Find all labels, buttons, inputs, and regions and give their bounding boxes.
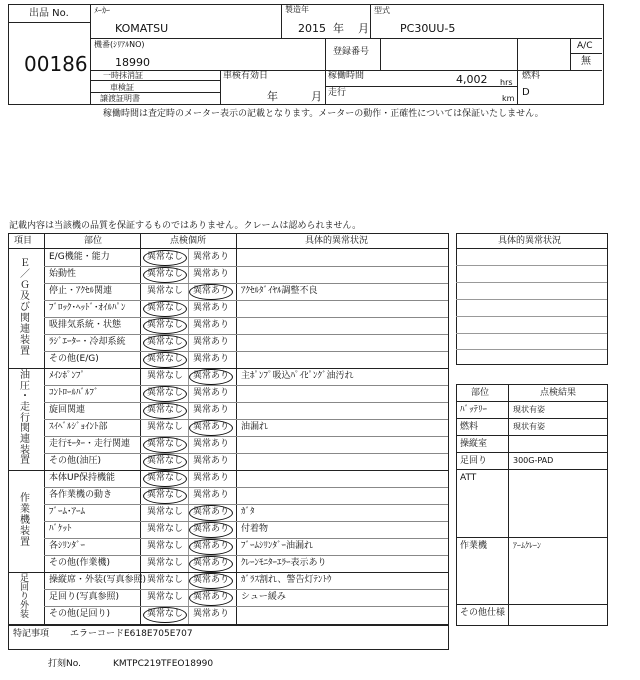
maker-value: KOMATSU xyxy=(115,22,169,35)
option-ng: 異常あり xyxy=(193,252,230,262)
col-item: 項目 xyxy=(14,236,33,246)
selection-circle xyxy=(189,539,233,555)
selection-circle xyxy=(189,369,233,385)
option-ng: 異常あり xyxy=(193,388,230,398)
option-ok: 異常なし xyxy=(147,337,184,347)
col-part: 部位 xyxy=(84,236,103,246)
inspection-part: ﾗｼﾞｴｰﾀｰ・冷却系統 xyxy=(49,337,126,347)
selection-circle xyxy=(143,335,187,351)
inspection-detail: ｱｸｾﾙﾀﾞｲﾔﾙ調整不良 xyxy=(241,286,318,296)
option-ok: 異常なし xyxy=(147,507,184,517)
option-ok: 異常なし xyxy=(147,269,184,279)
remarks-value: エラーコードE618E705E707 xyxy=(70,629,193,639)
result-value: ｱｰﾑｸﾚｰﾝ xyxy=(513,541,541,550)
option-ok: 異常なし xyxy=(147,558,184,568)
option-ng: 異常あり xyxy=(193,269,230,279)
inspection-part: その他(足回り) xyxy=(49,609,111,619)
lot-number: 00186 xyxy=(24,52,88,76)
inspection-cert-label: 車検証 xyxy=(110,83,134,92)
option-ok: 異常なし xyxy=(147,320,184,330)
maker-label: ﾒｰｶｰ xyxy=(94,6,110,15)
result-part: 操縦室 xyxy=(460,439,488,449)
month-unit: 月 xyxy=(358,22,369,35)
selection-circle xyxy=(143,454,187,470)
option-ng: 異常あり xyxy=(193,320,230,330)
inspection-part: 旋回関連 xyxy=(49,405,86,415)
option-ng: 異常あり xyxy=(193,337,230,347)
stamp-value: KMTPC219TFEO18990 xyxy=(113,659,214,669)
option-ng: 異常あり xyxy=(193,439,230,449)
option-ok: 異常なし xyxy=(147,524,184,534)
expiry-year-unit: 年 xyxy=(267,90,278,103)
inspection-part: 各ｼﾘﾝﾀﾞｰ xyxy=(49,541,86,551)
inspection-part: ﾌﾞﾛｯｸ･ﾍｯﾄﾞ･ｵｲﾙﾊﾟﾝ xyxy=(49,303,126,313)
hours-label: 稼働時間 xyxy=(328,71,365,81)
option-ng: 異常あり xyxy=(193,422,230,432)
selection-circle xyxy=(143,250,187,266)
option-ok: 異常なし xyxy=(147,388,184,398)
option-ok: 異常なし xyxy=(147,541,184,551)
temp-cert-label: 一時抹消証 xyxy=(103,71,143,80)
model-label: 型式 xyxy=(374,6,390,15)
result-value: 現状有姿 xyxy=(513,405,545,414)
right-detail-header: 具体的異常状況 xyxy=(498,236,562,246)
option-ng: 異常あり xyxy=(193,609,230,619)
selection-circle xyxy=(143,352,187,368)
option-ng: 異常あり xyxy=(193,558,230,568)
serial-label: 機番(ｼﾘｱﾙNO) xyxy=(94,40,145,49)
option-ng: 異常あり xyxy=(193,524,230,534)
selection-circle xyxy=(143,301,187,317)
selection-circle xyxy=(189,505,233,521)
inspection-part: E/G機能・能力 xyxy=(49,252,110,262)
fuel-label: 燃料 xyxy=(522,71,541,81)
ac-value: 無 xyxy=(581,56,591,67)
inspection-part: 各作業機の動き xyxy=(49,490,113,500)
result-value: 現状有姿 xyxy=(513,422,545,431)
selection-circle xyxy=(189,556,233,572)
inspection-detail: 主ﾎﾟﾝﾌﾟ吸込ﾊﾟｲﾋﾟﾝｸﾞ油汚れ xyxy=(241,371,354,381)
inspection-detail: 付着物 xyxy=(241,524,269,534)
option-ok: 異常なし xyxy=(147,473,184,483)
lot-label: 出品 No. xyxy=(29,8,69,19)
col-check: 点検個所 xyxy=(170,236,207,246)
model-value: PC30UU-5 xyxy=(400,22,456,35)
option-ok: 異常なし xyxy=(147,286,184,296)
inspection-part: ｽｲﾍﾞﾙｼﾞｮｲﾝﾄ部 xyxy=(49,422,108,432)
inspection-part: ﾌﾞｰﾑ･ｱｰﾑ xyxy=(49,507,86,517)
option-ng: 異常あり xyxy=(193,456,230,466)
option-ng: 異常あり xyxy=(193,354,230,364)
result-part: ATT xyxy=(460,473,477,483)
year-unit: 年 xyxy=(333,22,344,35)
option-ok: 異常なし xyxy=(147,371,184,381)
option-ok: 異常なし xyxy=(147,303,184,313)
inspection-part: 走行ﾓｰﾀｰ・走行関連 xyxy=(49,439,131,449)
inspection-part: その他(油圧) xyxy=(49,456,102,466)
result-part: ﾊﾞｯﾃﾘｰ xyxy=(460,405,488,415)
hours-note: 稼働時間は査定時のメーター表示の記載となります。メーターの動作・正確性については保証いたしません。 xyxy=(103,109,544,119)
inspection-part: 始動性 xyxy=(49,269,77,279)
selection-circle xyxy=(143,437,187,453)
option-ng: 異常あり xyxy=(193,592,230,602)
results-col-part: 部位 xyxy=(471,388,490,398)
expiry-month-unit: 月 xyxy=(311,90,322,103)
option-ng: 異常あり xyxy=(193,405,230,415)
option-ok: 異常なし xyxy=(147,490,184,500)
inspection-detail: ｶﾞﾗｽ割れ、警告灯ﾃﾝﾄｳ xyxy=(241,575,332,585)
inspection-part: 吸排気系統・状態 xyxy=(49,320,122,330)
selection-circle xyxy=(143,607,187,623)
selection-circle xyxy=(143,403,187,419)
inspection-detail: シュー緩み xyxy=(241,592,286,602)
results-col-result: 点検結果 xyxy=(540,388,577,398)
selection-circle xyxy=(189,284,233,300)
option-ng: 異常あり xyxy=(193,490,230,500)
result-value: 300G-PAD xyxy=(513,456,554,465)
selection-circle xyxy=(143,488,187,504)
result-part: 作業機 xyxy=(460,541,488,551)
selection-circle xyxy=(143,386,187,402)
stamp-label: 打刻No. xyxy=(48,659,81,669)
hours-unit: hrs xyxy=(500,78,513,87)
inspection-expiry-label: 車検有効日 xyxy=(223,71,269,81)
option-ng: 異常あり xyxy=(193,507,230,517)
disclaimer: 記載内容は当該機の品質を保証するものではありません。クレームは認められません。 xyxy=(9,221,362,231)
selection-circle xyxy=(189,573,233,589)
reg-label: 登録番号 xyxy=(333,47,370,57)
option-ok: 異常なし xyxy=(147,354,184,364)
fuel-value: D xyxy=(522,87,530,98)
inspection-detail: ﾌﾞｰﾑｼﾘﾝﾀﾞｰ油漏れ xyxy=(241,541,314,551)
inspection-part: ﾊﾞｹｯﾄ xyxy=(49,524,72,534)
option-ok: 異常なし xyxy=(147,592,184,602)
selection-circle xyxy=(143,471,187,487)
serial-value: 18990 xyxy=(115,56,150,69)
option-ng: 異常あり xyxy=(193,541,230,551)
option-ng: 異常あり xyxy=(193,286,230,296)
inspection-part: 停止・ｱｸｾﾙ関連 xyxy=(49,286,113,296)
inspection-part: 足回り(写真参照) xyxy=(49,592,120,602)
remarks-label: 特記事項 xyxy=(13,629,50,639)
year-value: 2015 xyxy=(298,22,326,35)
result-part: その他仕様 xyxy=(460,608,506,618)
option-ok: 異常なし xyxy=(147,575,184,585)
selection-circle xyxy=(143,267,187,283)
ac-label: A/C xyxy=(577,41,593,51)
option-ng: 異常あり xyxy=(193,473,230,483)
selection-circle xyxy=(143,318,187,334)
inspection-detail: ｶﾞﾀ xyxy=(241,507,255,517)
inspection-part: ｺﾝﾄﾛｰﾙﾊﾞﾙﾌﾞ xyxy=(49,388,99,398)
inspection-detail: 油漏れ xyxy=(241,422,269,432)
inspection-part: 本体UP保持機能 xyxy=(49,473,116,483)
selection-circle xyxy=(189,420,233,436)
option-ng: 異常あり xyxy=(193,575,230,585)
mileage-label: 走行 xyxy=(328,88,347,98)
option-ng: 異常あり xyxy=(193,371,230,381)
inspection-part: 操縦席・外装(写真参照) xyxy=(49,575,147,585)
option-ok: 異常なし xyxy=(147,456,184,466)
option-ok: 異常なし xyxy=(147,609,184,619)
inspection-part: ﾒｲﾝﾎﾟﾝﾌﾟ xyxy=(49,371,86,381)
option-ok: 異常なし xyxy=(147,439,184,449)
result-part: 足回り xyxy=(460,456,488,466)
inspection-part: その他(E/G) xyxy=(49,354,99,364)
result-part: 燃料 xyxy=(460,422,479,432)
selection-circle xyxy=(189,522,233,538)
col-detail: 具体的異常状況 xyxy=(305,236,369,246)
option-ng: 異常あり xyxy=(193,303,230,313)
transfer-cert-label: 譲渡証明書 xyxy=(100,94,140,103)
year-label: 製造年 xyxy=(285,5,309,14)
hours-value: 4,002 xyxy=(456,73,488,86)
inspection-part: その他(作業機) xyxy=(49,558,111,568)
option-ok: 異常なし xyxy=(147,422,184,432)
option-ok: 異常なし xyxy=(147,252,184,262)
option-ok: 異常なし xyxy=(147,405,184,415)
inspection-detail: ｸﾚｰﾝﾓﾆﾀｰｴﾗｰ表示あり xyxy=(241,558,327,568)
mileage-unit: km xyxy=(502,94,515,103)
selection-circle xyxy=(189,590,233,606)
